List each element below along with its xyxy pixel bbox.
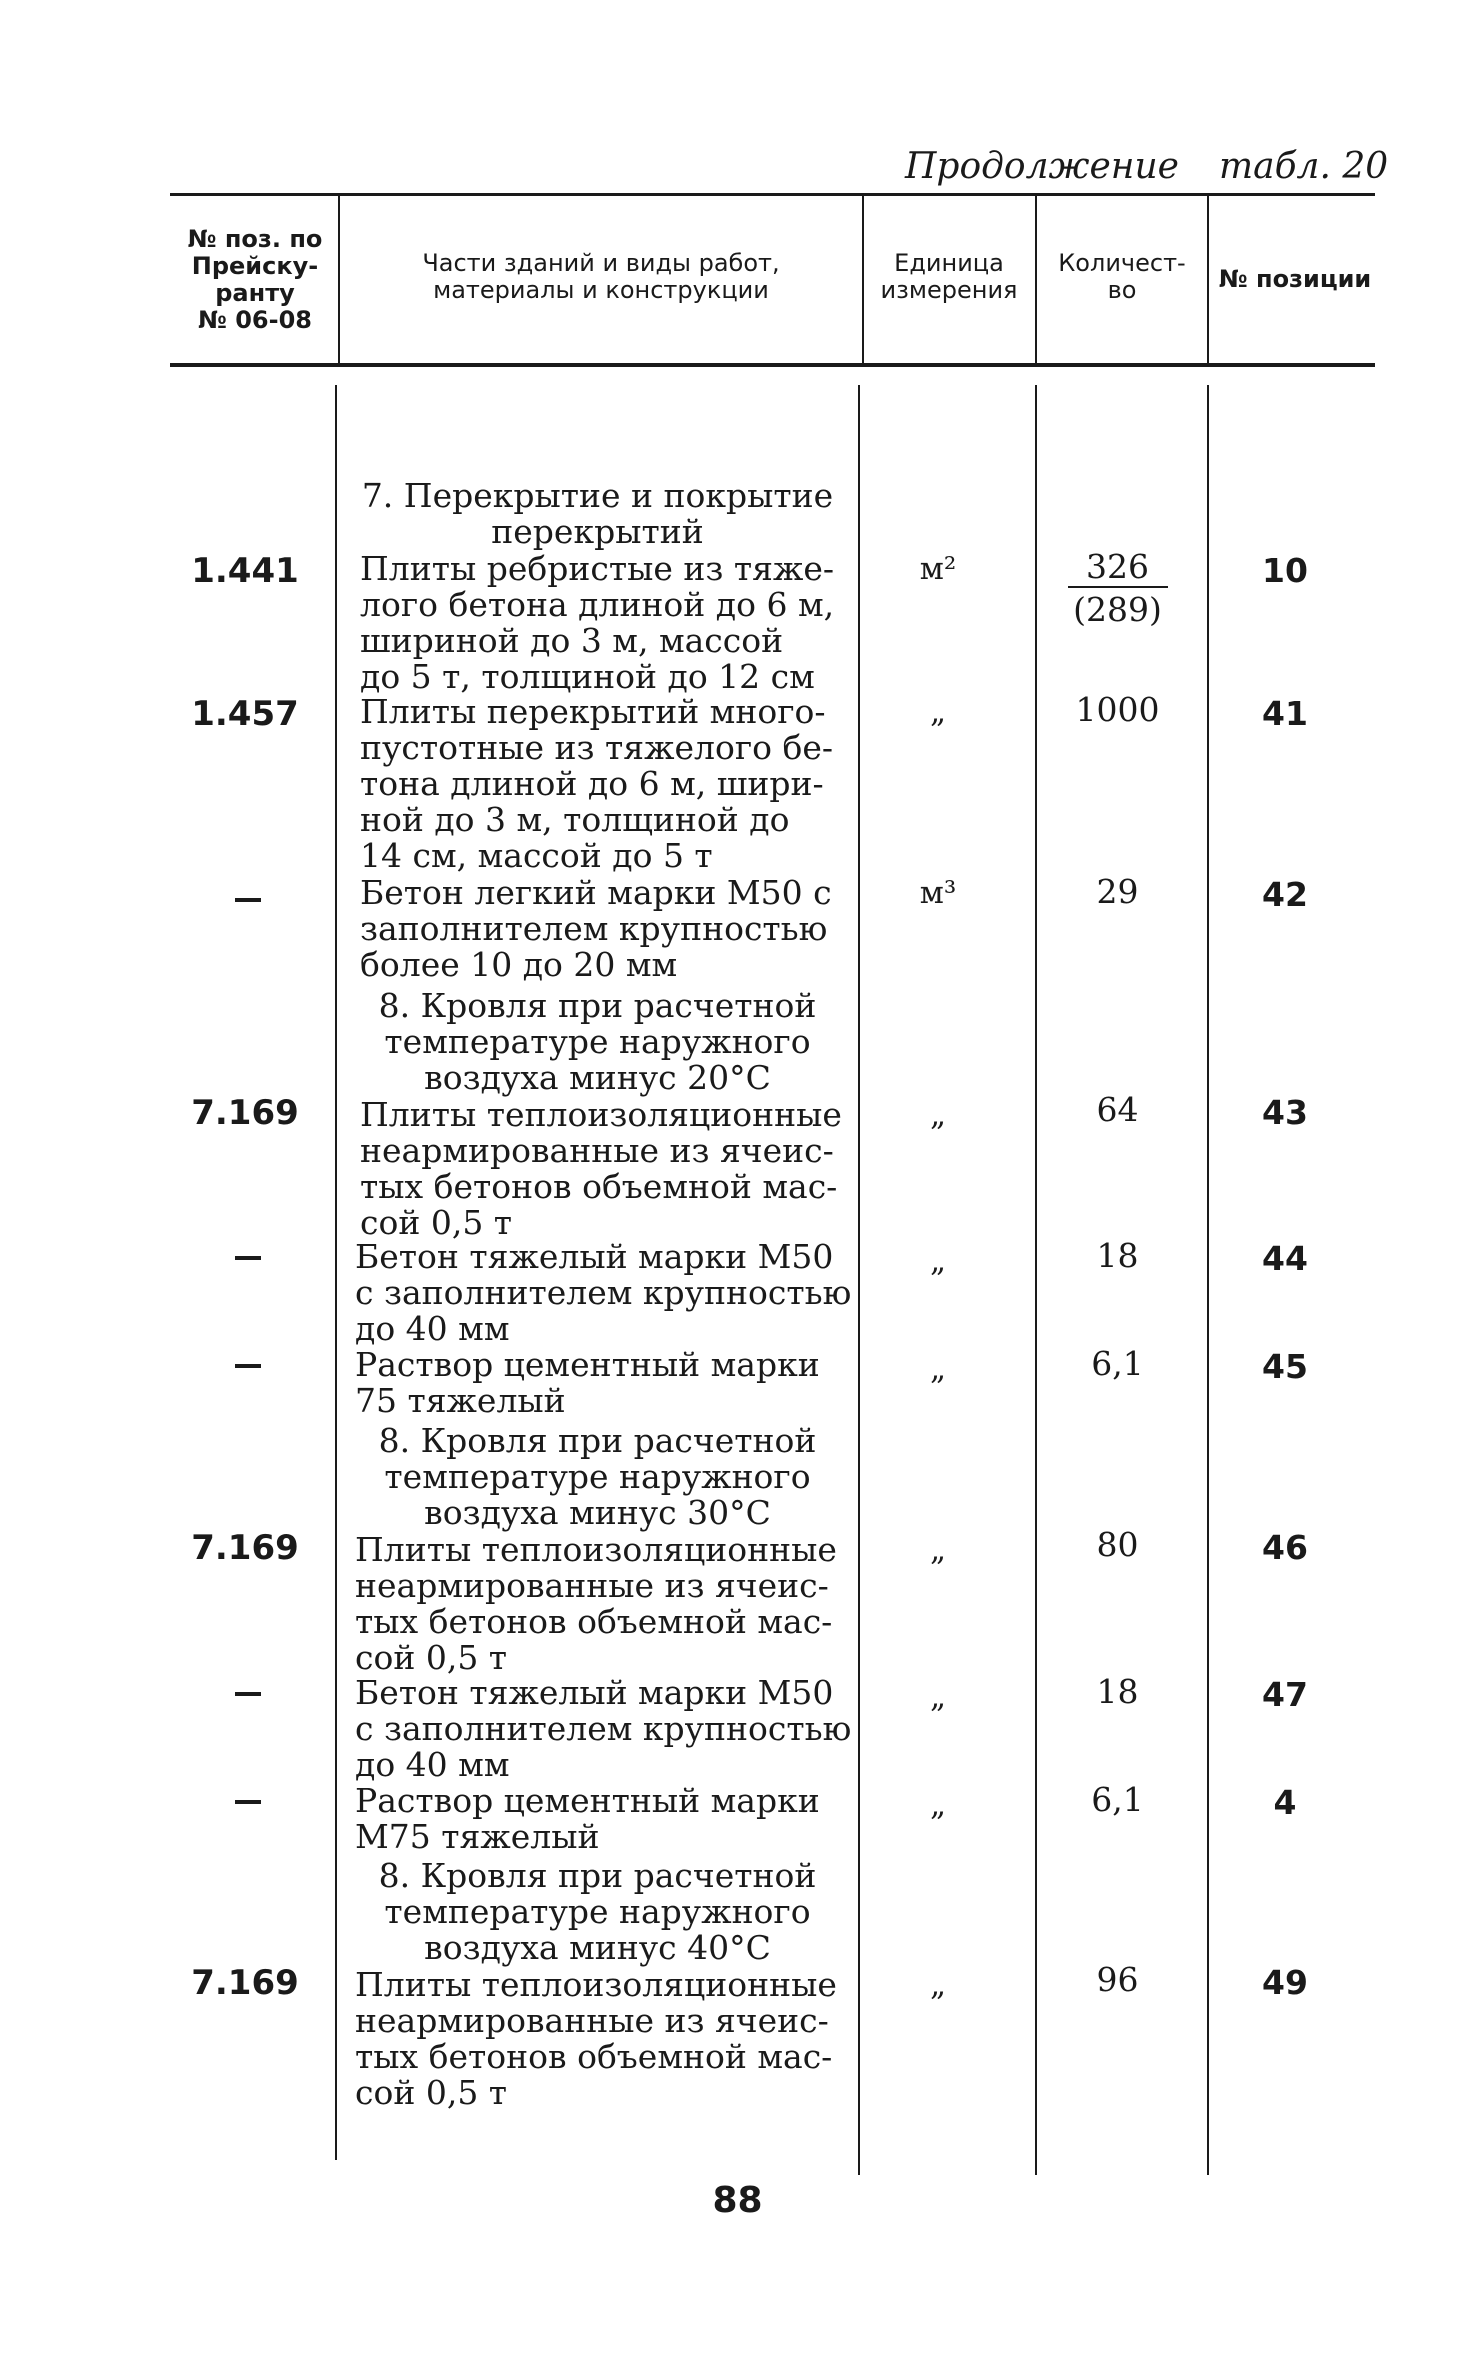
description-line: Бетон тяжелый марки М50 [355, 1673, 834, 1712]
description-line: Плиты ребристые из тяже- [360, 549, 835, 588]
row-description [355, 1675, 851, 1783]
row-code: 7.169 [191, 1528, 299, 1568]
description-line: до 5 т, толщиной до 12 см [360, 657, 815, 696]
row-code: 1.457 [191, 694, 299, 734]
description-line: сой 0,5 т [355, 1638, 508, 1677]
section-line: 8. Кровля при расчетной [378, 986, 817, 1025]
section-line: температуре наружного [384, 1892, 811, 1931]
row-code: 7.169 [191, 1093, 299, 1133]
header-bottom-rule [170, 363, 1375, 367]
description-line: более 10 до 20 мм [360, 945, 678, 984]
description-line: тых бетонов объемной мас- [360, 1167, 838, 1206]
row-code-dash [235, 898, 261, 902]
header-col1-line: № 06-08 [198, 306, 312, 334]
row-unit: „ [929, 1679, 947, 1715]
caption-continuation: Продолжение [905, 146, 1179, 187]
row-quantity: 18 [1096, 1672, 1139, 1711]
row-position: 46 [1262, 1528, 1308, 1567]
table-caption [905, 146, 1388, 187]
row-description [360, 875, 832, 983]
description-line: неармированные из ячеис- [355, 2001, 829, 2040]
section-heading [340, 1858, 855, 1966]
row-quantity: 6,1 [1091, 1344, 1144, 1383]
description-line: пустотные из тяжелого бе- [360, 728, 834, 767]
row-position: 42 [1262, 875, 1308, 914]
description-line: Бетон тяжелый марки М50 [355, 1237, 834, 1276]
row-unit: м² [919, 551, 957, 587]
row-position: 49 [1262, 1963, 1308, 2002]
description-line: неармированные из ячеис- [355, 1566, 829, 1605]
section-heading [340, 988, 855, 1096]
row-quantity [1030, 547, 1205, 629]
section-line: воздуха минус 30°С [424, 1493, 771, 1532]
description-line: 14 см, массой до 5 т [360, 836, 713, 875]
row-description [355, 1967, 837, 2111]
description-line: Плиты теплоизоляционные [355, 1530, 837, 1569]
row-position: 45 [1262, 1347, 1308, 1386]
section-line: 8. Кровля при расчетной [378, 1856, 817, 1895]
row-code-dash [235, 1364, 261, 1368]
description-line: Раствор цементный марки [355, 1781, 820, 1820]
row-position: 43 [1262, 1093, 1308, 1132]
row-description [360, 551, 834, 695]
section-heading [340, 478, 855, 550]
body-divider-4 [1207, 385, 1209, 2175]
header-col2-line: Части зданий и виды работ, [422, 249, 780, 277]
body-divider-2 [858, 385, 860, 2175]
row-position: 10 [1262, 551, 1308, 590]
body-divider-1 [335, 385, 337, 2160]
header-parts-and-works [345, 250, 857, 304]
row-description [360, 694, 833, 874]
description-line: тона длиной до 6 м, шири- [360, 764, 824, 803]
row-unit: „ [929, 1351, 947, 1387]
header-divider-2 [862, 196, 864, 363]
row-code-dash [235, 1800, 261, 1804]
row-unit: „ [929, 694, 947, 730]
caption-table-number: табл. 20 [1218, 146, 1389, 187]
section-line: температуре наружного [384, 1022, 811, 1061]
description-line: тых бетонов объемной мас- [355, 1602, 833, 1641]
row-quantity: 6,1 [1091, 1780, 1144, 1819]
row-unit: „ [929, 1243, 947, 1279]
description-line: неармированные из ячеис- [360, 1131, 834, 1170]
quantity-denominator: (289) [1068, 586, 1168, 629]
description-line: Плиты теплоизоляционные [355, 1965, 837, 2004]
row-quantity: 96 [1096, 1960, 1139, 1999]
description-line: с заполнителем крупностью [355, 1273, 852, 1312]
header-col3-line: Единица [894, 249, 1004, 277]
description-line: 75 тяжелый [355, 1381, 566, 1420]
section-line: 7. Перекрытие и покрытие [361, 476, 834, 515]
row-quantity: 18 [1096, 1236, 1139, 1275]
row-quantity: 1000 [1075, 690, 1160, 729]
description-line: Раствор цементный марки [355, 1345, 820, 1384]
header-col2-line: материалы и конструкции [433, 276, 769, 304]
row-description [355, 1783, 820, 1855]
row-position: 47 [1262, 1675, 1308, 1714]
description-line: сой 0,5 т [360, 1203, 513, 1242]
description-line: с заполнителем крупностью [355, 1709, 852, 1748]
header-price-list-position [165, 226, 345, 334]
section-line: 8. Кровля при расчетной [378, 1421, 817, 1460]
description-line: шириной до 3 м, массой [360, 621, 784, 660]
header-unit [865, 250, 1033, 304]
description-line: сой 0,5 т [355, 2073, 508, 2112]
header-col4-line: во [1107, 276, 1137, 304]
quantity-numerator: 326 [1086, 547, 1149, 586]
section-line: перекрытий [491, 512, 704, 551]
row-description [360, 1097, 842, 1241]
section-heading [340, 1423, 855, 1531]
row-description [355, 1347, 820, 1419]
description-line: ной до 3 м, толщиной до [360, 800, 790, 839]
header-top-rule [170, 193, 1375, 196]
description-line: Бетон легкий марки М50 с [360, 873, 832, 912]
description-line: до 40 мм [355, 1309, 510, 1348]
description-line: М75 тяжелый [355, 1817, 600, 1856]
row-unit: м³ [919, 875, 957, 911]
row-unit: „ [929, 1532, 947, 1568]
row-position: 41 [1262, 694, 1308, 733]
row-unit: „ [929, 1967, 947, 2003]
row-description [355, 1239, 851, 1347]
row-code: 1.441 [191, 551, 299, 591]
row-code-dash [235, 1692, 261, 1696]
header-divider-4 [1207, 196, 1209, 363]
row-unit: „ [929, 1787, 947, 1823]
description-line: Плиты теплоизоляционные [360, 1095, 842, 1134]
header-col4-line: Количест- [1058, 249, 1186, 277]
row-position: 4 [1273, 1783, 1297, 1822]
description-line: до 40 мм [355, 1745, 510, 1784]
row-unit: „ [929, 1097, 947, 1133]
row-code-dash [235, 1256, 261, 1260]
description-line: лого бетона длиной до 6 м, [360, 585, 835, 624]
header-position-number: № позиции [1218, 265, 1372, 293]
row-description [355, 1532, 837, 1676]
header-col1-line: Прейску- [191, 252, 319, 280]
header-col3-line: измерения [880, 276, 1018, 304]
row-quantity: 64 [1096, 1090, 1139, 1129]
section-line: воздуха минус 40°С [424, 1928, 771, 1967]
header-col1-line: ранту [215, 279, 295, 307]
page-number: 88 [712, 2180, 763, 2221]
description-line: заполнителем крупностью [360, 909, 828, 948]
body-divider-3 [1035, 385, 1037, 2175]
description-line: Плиты перекрытий много- [360, 692, 826, 731]
header-quantity [1038, 250, 1206, 304]
row-quantity: 29 [1096, 872, 1139, 911]
header-col1-line: № поз. по [187, 225, 323, 253]
description-line: тых бетонов объемной мас- [355, 2037, 833, 2076]
section-line: температуре наружного [384, 1457, 811, 1496]
row-quantity: 80 [1096, 1525, 1139, 1564]
row-code: 7.169 [191, 1963, 299, 2003]
section-line: воздуха минус 20°С [424, 1058, 771, 1097]
row-position: 44 [1262, 1239, 1308, 1278]
header-divider-3 [1035, 196, 1037, 363]
